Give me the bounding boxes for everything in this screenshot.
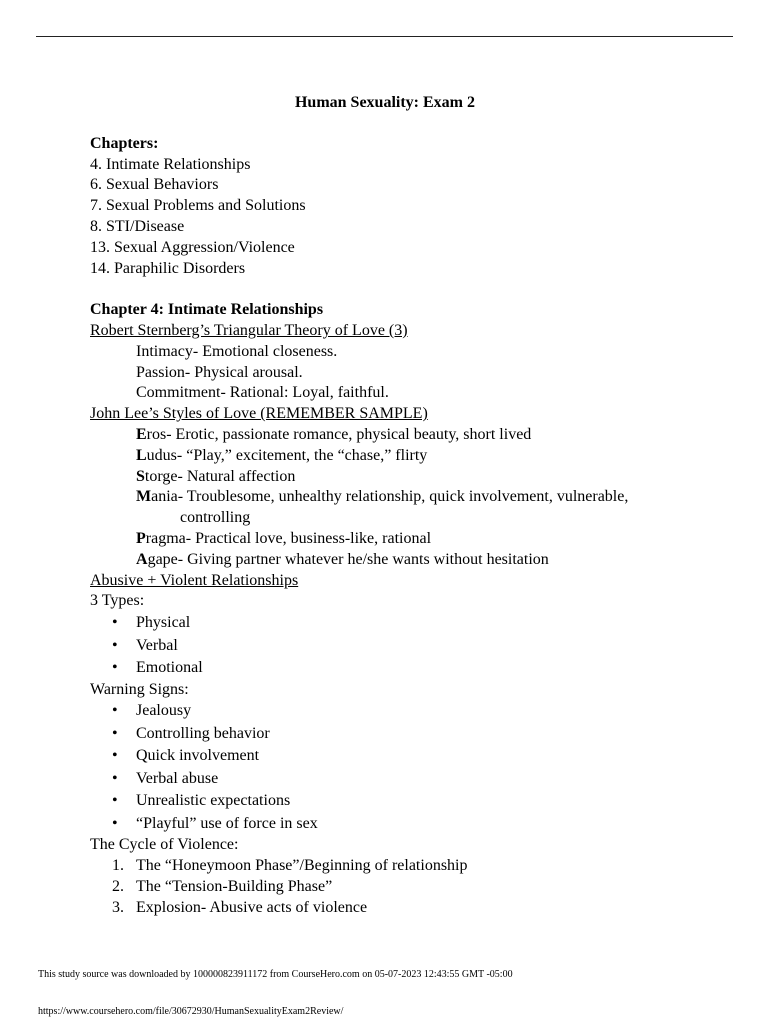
lee-term: M <box>136 488 152 506</box>
list-item <box>90 856 730 877</box>
lee-desc: gape- Giving partner whatever he/she wants without hesitation <box>147 550 549 568</box>
types-list <box>90 612 730 680</box>
document-page <box>90 93 730 919</box>
lee-desc: udus- “Play,” excitement, the “chase,” flirty <box>146 446 428 464</box>
lee-item-storge <box>90 467 730 488</box>
sternberg-item: Intimacy- Emotional closeness. <box>136 342 338 360</box>
list-number: 1. <box>112 857 124 875</box>
source-note: This study source was downloaded by 100000823911172 from CourseHero.com on 05-07-2023 12:43:55 GMT -05:00 <box>38 969 513 980</box>
lee-item-eros <box>90 425 730 446</box>
chapter-item: 4. Intimate Relationships <box>90 155 251 173</box>
chapter-item: 13. Sexual Aggression/Violence <box>90 238 295 256</box>
chapter-4-heading: Chapter 4: Intimate Relationships <box>90 301 324 319</box>
lee-heading: John Lee’s Styles of Love (REMEMBER SAMPLE) <box>90 405 428 423</box>
cycle-label: The Cycle of Violence: <box>90 836 239 854</box>
list-text: Explosion- Abusive acts of violence <box>136 898 368 916</box>
abusive-heading: Abusive + Violent Relationships <box>90 571 299 589</box>
chapter-item: 7. Sexual Problems and Solutions <box>90 197 306 215</box>
warning-label: Warning Signs: <box>90 680 189 698</box>
sternberg-item: Commitment- Rational: Loyal, faithful. <box>136 384 389 402</box>
document-title: Human Sexuality: Exam 2 <box>294 94 475 111</box>
lee-term: L <box>136 446 147 464</box>
lee-item-mania-cont: controlling <box>180 509 251 527</box>
lee-item-ludus <box>90 446 730 467</box>
top-rule <box>36 36 733 37</box>
lee-term: A <box>136 550 148 568</box>
source-url: https://www.coursehero.com/file/30672930/HumanSexualityExam2Review/ <box>38 1006 344 1017</box>
chapters-heading: Chapters: <box>90 134 159 152</box>
list-item: • Quick involvement <box>90 745 730 768</box>
chapter-item: 8. STI/Disease <box>90 217 185 235</box>
lee-item-mania <box>90 487 730 508</box>
warning-list <box>90 700 730 835</box>
cycle-list <box>90 856 730 918</box>
list-item: • Jealousy <box>90 700 730 723</box>
lee-desc: ania- Troublesome, unhealthy relationship, quick involvement, vulnerable, <box>151 488 629 506</box>
list-text: The “Tension-Building Phase” <box>136 878 333 896</box>
list-item: • Verbal <box>90 635 730 658</box>
list-item: • “Playful” use of force in sex <box>90 813 730 836</box>
lee-item-agape <box>90 550 730 571</box>
lee-term: P <box>136 529 146 547</box>
list-item: • Verbal abuse <box>90 768 730 791</box>
lee-desc: ros- Erotic, passionate romance, physical beauty, short lived <box>146 425 532 443</box>
list-item <box>90 898 730 919</box>
sternberg-heading: Robert Sternberg’s Triangular Theory of Love (3) <box>90 321 408 339</box>
list-item: • Physical <box>90 612 730 635</box>
sternberg-item: Passion- Physical arousal. <box>136 363 303 381</box>
lee-desc: ragma- Practical love, business-like, rational <box>145 529 432 547</box>
chapters-list <box>90 155 730 280</box>
lee-desc: torge- Natural affection <box>144 467 296 485</box>
list-item: • Controlling behavior <box>90 723 730 746</box>
list-number: 2. <box>112 878 124 896</box>
chapter-item: 6. Sexual Behaviors <box>90 176 219 194</box>
list-item: • Unrealistic expectations <box>90 790 730 813</box>
list-text: The “Honeymoon Phase”/Beginning of relationship <box>136 857 468 875</box>
types-label: 3 Types: <box>90 592 145 610</box>
lee-term: S <box>136 467 145 485</box>
list-number: 3. <box>112 898 124 916</box>
lee-term: E <box>136 425 147 443</box>
lee-item-pragma <box>90 529 730 550</box>
list-item <box>90 877 730 898</box>
chapter-item: 14. Paraphilic Disorders <box>90 259 246 277</box>
list-item: • Emotional <box>90 657 730 680</box>
